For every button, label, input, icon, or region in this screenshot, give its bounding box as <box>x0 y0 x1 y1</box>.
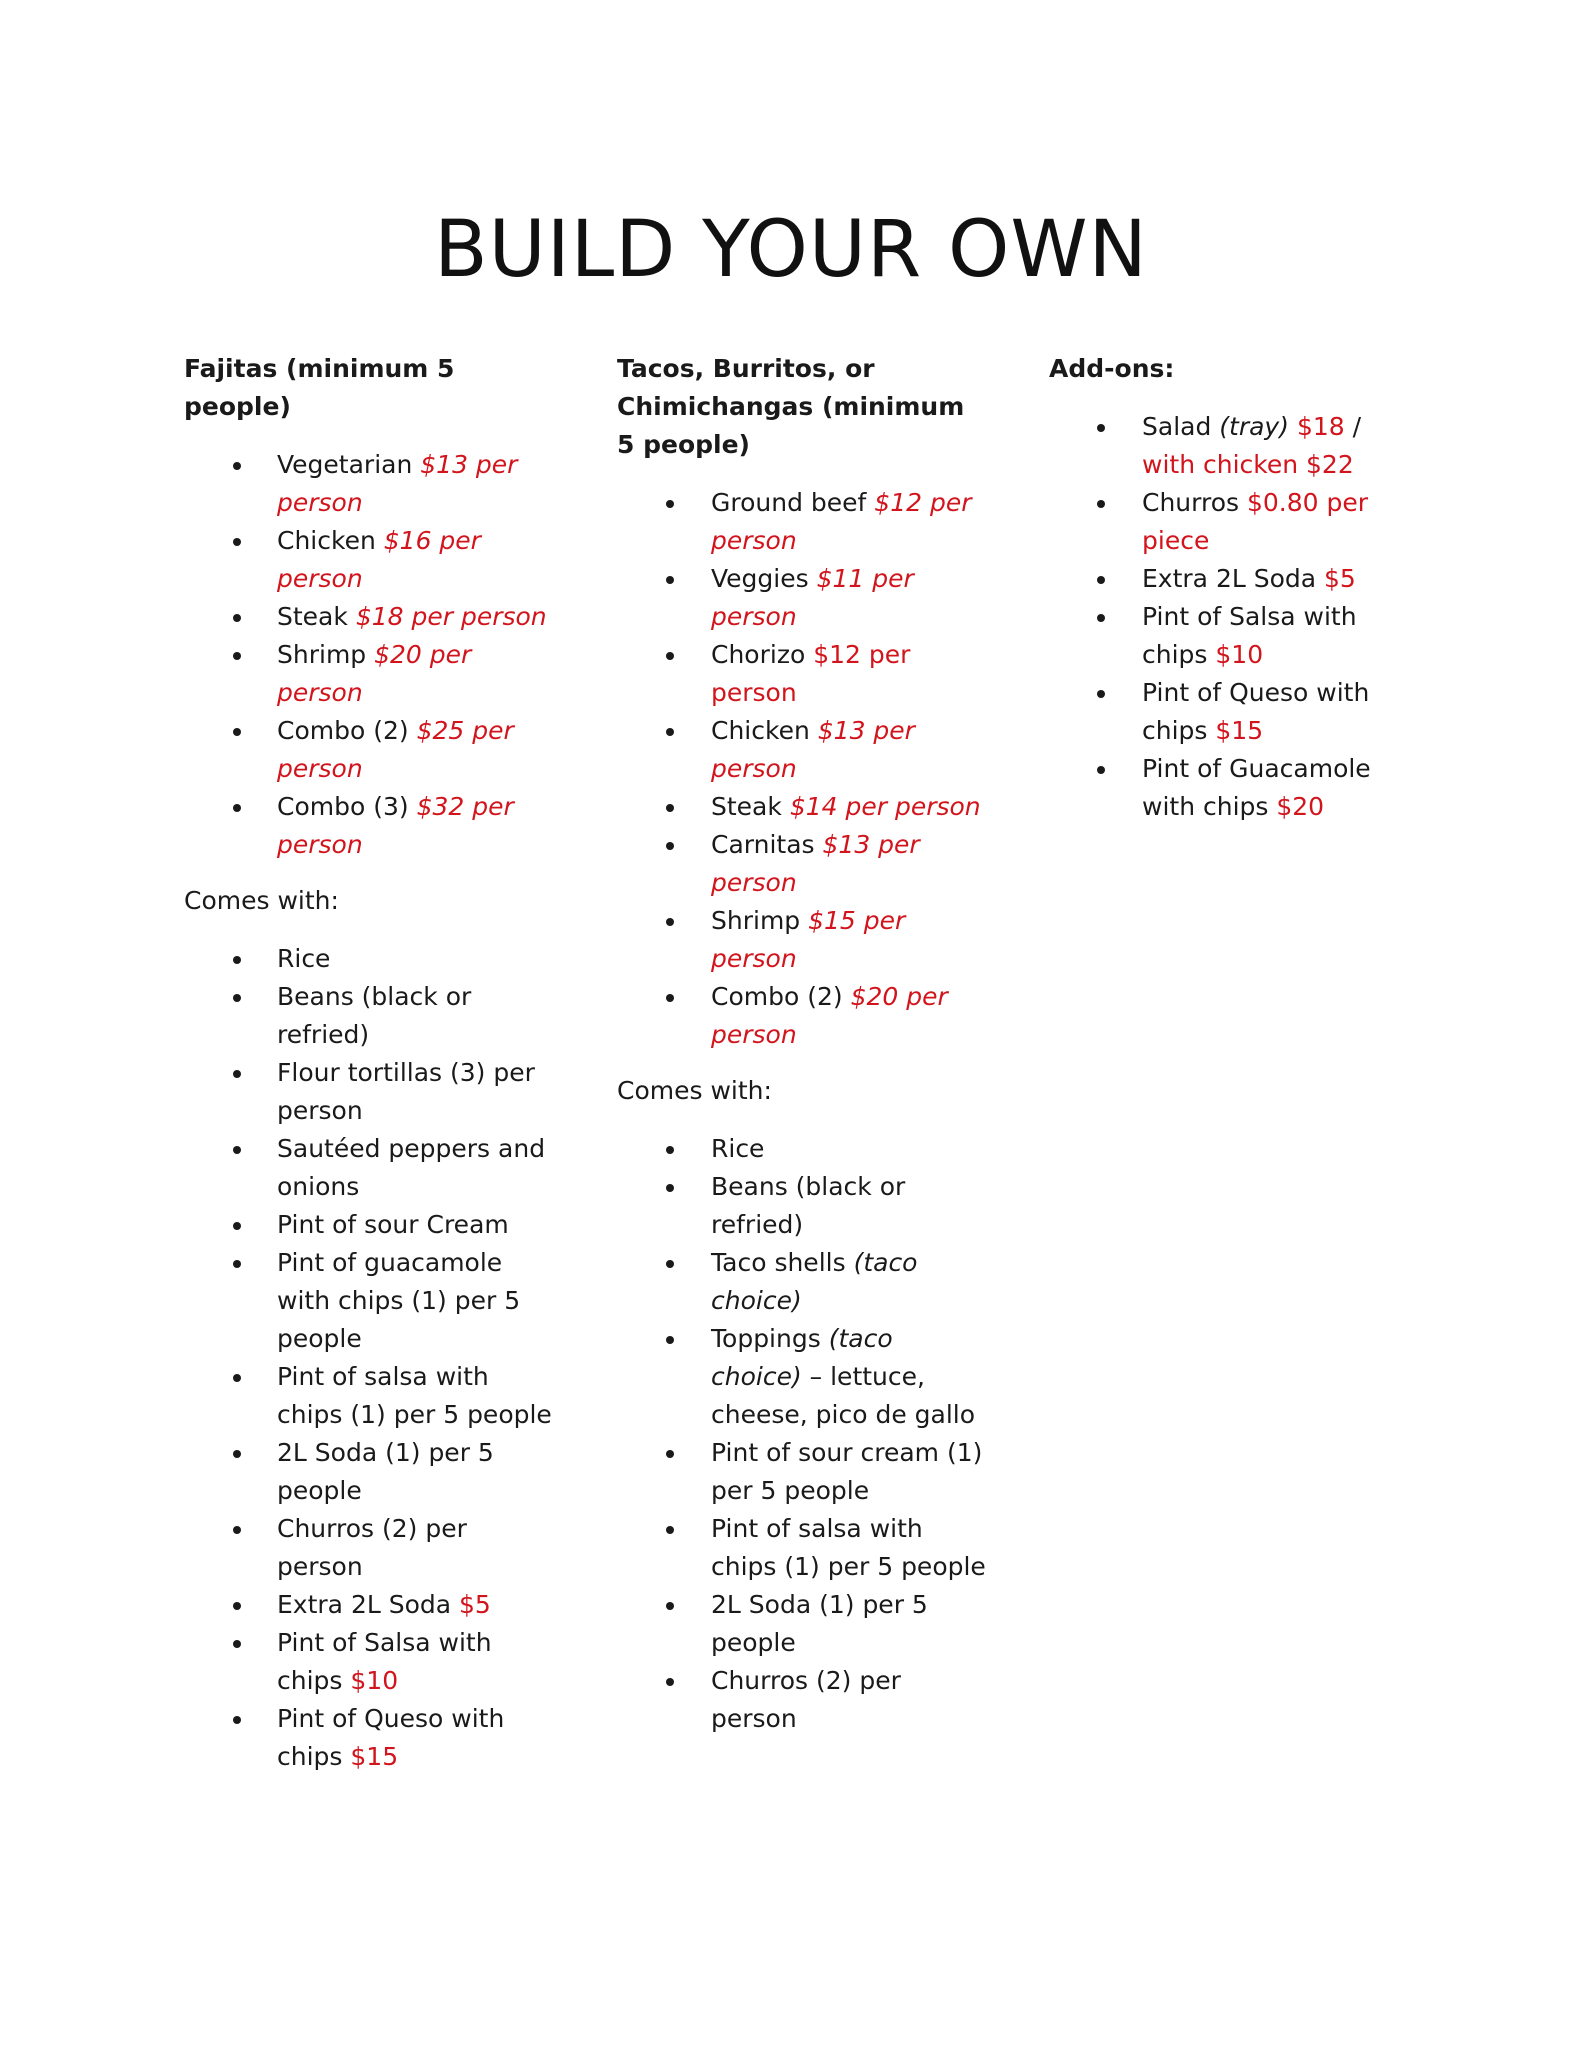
list-item: Chicken $16 per person <box>184 522 554 598</box>
tacos-comes-with-list <box>617 1130 987 1738</box>
tacos-heading: Tacos, Burritos, or Chimichangas (minimum 5 people) <box>617 354 965 459</box>
list-item: Pint of Salsa with chips $10 <box>1049 598 1379 674</box>
price: with chicken $22 <box>1142 450 1354 479</box>
list-item: Pint of Salsa with chips $10 <box>184 1624 554 1700</box>
fajitas-comes-with-label: Comes with: <box>184 886 339 915</box>
list-item: Pint of salsa with chips (1) per 5 people <box>617 1510 987 1586</box>
list-item: Pint of Guacamole with chips $20 <box>1049 750 1379 826</box>
list-item: Veggies $11 per person <box>617 560 987 636</box>
price: $20 per person <box>277 640 472 707</box>
price: $16 per person <box>277 526 481 593</box>
list-item: Toppings (taco choice) – lettuce, cheese, pico de gallo <box>617 1320 987 1434</box>
list-item: Pint of sour cream (1) per 5 people <box>617 1434 987 1510</box>
price: $10 <box>350 1666 399 1695</box>
price: $5 <box>459 1590 491 1619</box>
price: $5 <box>1324 564 1356 593</box>
list-item: Sautéed peppers and onions <box>184 1130 554 1206</box>
list-item: Shrimp $15 per person <box>617 902 987 978</box>
list-item: Taco shells (taco choice) <box>617 1244 987 1320</box>
list-item: Rice <box>617 1130 987 1168</box>
fajitas-comes-with-list <box>184 940 554 1776</box>
page-title: BUILD YOUR OWN <box>434 205 1148 295</box>
addons-list <box>1049 408 1379 826</box>
list-item: Pint of Queso with chips $15 <box>184 1700 554 1776</box>
price: $12 per person <box>711 640 911 707</box>
list-item: Combo (3) $32 per person <box>184 788 554 864</box>
list-item: Vegetarian $13 per person <box>184 446 554 522</box>
list-item: Churros (2) per person <box>184 1510 554 1586</box>
list-item: 2L Soda (1) per 5 people <box>184 1434 554 1510</box>
price: $25 per person <box>277 716 514 783</box>
list-item: Shrimp $20 per person <box>184 636 554 712</box>
list-item: Chorizo $12 per person <box>617 636 987 712</box>
price: $32 per person <box>277 792 514 859</box>
tacos-comes-with-label: Comes with: <box>617 1076 772 1105</box>
price: $15 per person <box>711 906 906 973</box>
fajitas-heading: Fajitas (minimum 5 people) <box>184 354 455 421</box>
price: $13 per person <box>277 450 518 517</box>
list-item: Chicken $13 per person <box>617 712 987 788</box>
fajitas-list <box>184 446 554 864</box>
list-item: Carnitas $13 per person <box>617 826 987 902</box>
list-item: Pint of salsa with chips (1) per 5 people <box>184 1358 554 1434</box>
list-item: Extra 2L Soda $5 <box>184 1586 554 1624</box>
price: $14 per person <box>789 792 981 821</box>
list-item: Combo (2) $20 per person <box>617 978 987 1054</box>
list-item: Ground beef $12 per person <box>617 484 987 560</box>
list-item: Churros $0.80 per piece <box>1049 484 1379 560</box>
addons-heading: Add-ons: <box>1049 354 1175 383</box>
price: $11 per person <box>711 564 914 631</box>
price: $10 <box>1215 640 1264 669</box>
list-item: Beans (black or refried) <box>617 1168 987 1244</box>
price: $18 <box>1296 412 1345 441</box>
list-item: Steak $14 per person <box>617 788 987 826</box>
fajitas-column <box>184 350 554 1776</box>
list-item: Pint of guacamole with chips (1) per 5 people <box>184 1244 554 1358</box>
price: $15 <box>350 1742 399 1771</box>
price: $15 <box>1215 716 1264 745</box>
price: $13 per person <box>711 716 915 783</box>
addons-column <box>1049 350 1379 826</box>
list-item: Steak $18 per person <box>184 598 554 636</box>
list-item: Flour tortillas (3) per person <box>184 1054 554 1130</box>
list-item: Churros (2) per person <box>617 1662 987 1738</box>
price: $20 per person <box>711 982 948 1049</box>
list-item: Pint of sour Cream <box>184 1206 554 1244</box>
list-item: Combo (2) $25 per person <box>184 712 554 788</box>
list-item: Extra 2L Soda $5 <box>1049 560 1379 598</box>
tacos-list <box>617 484 987 1054</box>
price: $12 per person <box>711 488 972 555</box>
list-item: Salad (tray) $18 / with chicken $22 <box>1049 408 1379 484</box>
list-item: Rice <box>184 940 554 978</box>
price: $20 <box>1276 792 1325 821</box>
price: $13 per person <box>711 830 920 897</box>
tacos-column <box>617 350 987 1738</box>
price: $18 per person <box>355 602 547 631</box>
list-item: 2L Soda (1) per 5 people <box>617 1586 987 1662</box>
list-item: Beans (black or refried) <box>184 978 554 1054</box>
list-item: Pint of Queso with chips $15 <box>1049 674 1379 750</box>
price: $0.80 per piece <box>1142 488 1369 555</box>
